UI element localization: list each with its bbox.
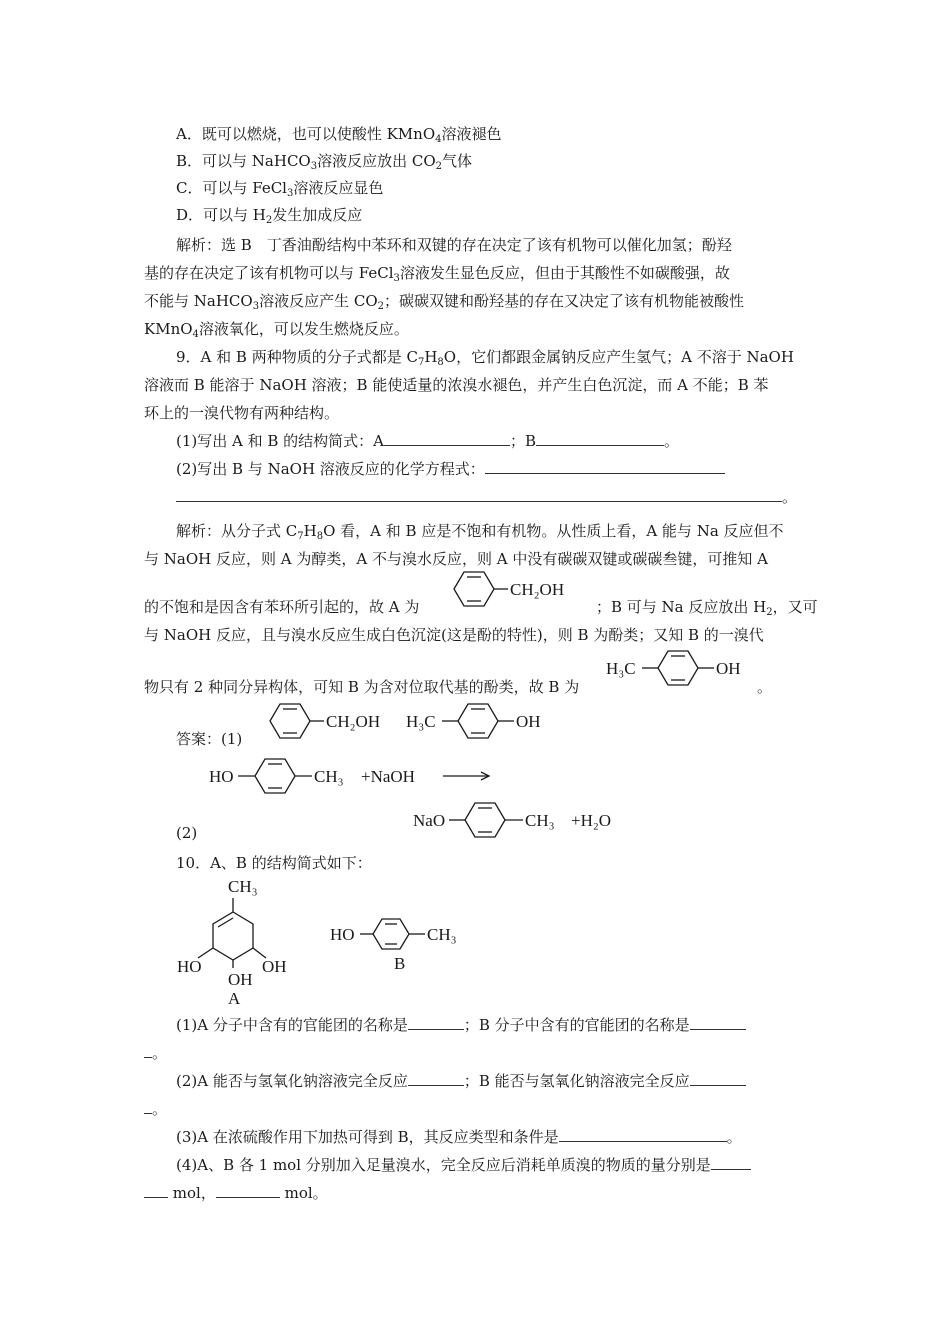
answer-blank-9a[interactable] xyxy=(384,431,510,446)
explanation-9-line5a: 物只有 2 种同分异构体，可知 B 为含对位取代基的酚类，故 B 为 xyxy=(144,678,580,696)
structure-label-a: A xyxy=(228,989,241,1008)
option-d: D．可以与 $H_2$发生加成反应 xyxy=(176,206,363,226)
explanation-9-line3a: 的不饱和是因含有苯环所引起的，故 A 为 xyxy=(144,598,420,616)
ho-label: HO xyxy=(330,925,355,944)
ch3-label: CH₃ xyxy=(314,767,344,786)
explanation-8-line3: 不能与 NaHCO$_3$溶液反应产生 $CO_2$；碳碳双键和酚羟基的存在又决定了该有机物能被酸性 xyxy=(144,292,745,312)
question-10-part4-cont: mol， mol。 xyxy=(144,1182,328,1204)
question-10-part2-cont: 。 xyxy=(144,1098,167,1120)
ho-label: HO xyxy=(177,957,202,976)
nao-label: NaO xyxy=(413,811,446,830)
ch3-label: CH₃ xyxy=(427,925,457,944)
answer-blank-10-1b[interactable] xyxy=(690,1015,746,1030)
oh-label: OH xyxy=(228,970,253,989)
question-10-part1: (1)A 分子中含有的官能团的名称是 ；B 分子中含有的官能团的名称是 xyxy=(176,1014,746,1036)
oh-label: OH xyxy=(262,957,287,976)
ho-label: HO xyxy=(209,767,234,786)
question-10-part2: (2)A 能否与氢氧化钠溶液完全反应 ；B 能否与氢氧化钠溶液完全反应 xyxy=(176,1070,746,1092)
structure-b-cresol xyxy=(330,908,480,978)
answer-structure-b xyxy=(406,699,556,745)
explanation-8-line1: 解析：选 B 丁香油酚结构中苯环和双键的存在决定了该有机物可以催化加氢；酚羟 xyxy=(176,236,732,254)
answer-blank-10-3[interactable] xyxy=(559,1127,727,1142)
answer-label-1: 答案：(1) xyxy=(176,730,243,748)
oh-label: OH xyxy=(516,712,541,731)
question-9-line3: 环上的一溴代物有两种结构。 xyxy=(144,404,340,422)
explanation-8-line4: KMnO$_4$溶液氧化，可以发生燃烧反应。 xyxy=(144,320,409,340)
explanation-8-line2: 基的存在决定了该有机物可以与 FeCl$_3$溶液发生显色反应，但由于其酸性不如碳酸强，故 xyxy=(144,264,730,284)
question-9-part1: (1)写出 A 和 B 的结构简式：A ；B 。 xyxy=(176,432,680,450)
answer-blank-9c[interactable] xyxy=(485,459,725,474)
question-10-part4: (4)A、B 各 1 mol 分别加入足量溴水，完全反应后消耗单质溴的物质的量分别是 xyxy=(176,1154,751,1176)
answer-blank-10-4a-cont[interactable] xyxy=(144,1183,168,1198)
question-9-line1: 9．A 和 B 两种物质的分子式都是 $C_7H_8O$，它们都跟金属钠反应产生氢气；A 不溶于 NaOH xyxy=(176,348,794,368)
answer-blank-10-4a[interactable] xyxy=(711,1155,751,1170)
answer-blank-9d[interactable] xyxy=(176,487,782,502)
answer-blank-10-2b[interactable] xyxy=(690,1071,746,1086)
answer-structure-a xyxy=(262,699,402,743)
explanation-9-line4: 与 NaOH 反应，且与溴水反应生成白色沉淀(这是酚的特性)，则 B 为酚类；又知 B 的一溴代 xyxy=(144,626,764,644)
answer-blank-10-4b[interactable] xyxy=(216,1183,280,1198)
h3c-label: H₃C xyxy=(406,712,436,731)
option-c: C．可以与 FeCl$_3$溶液反应显色 xyxy=(176,179,384,199)
structure-label-b: B xyxy=(394,954,406,973)
water-product: +H₂O xyxy=(571,811,612,830)
answer-label-2: (2) xyxy=(176,824,198,842)
oh-label: OH xyxy=(716,659,741,678)
ch3-label: CH₃ xyxy=(525,811,555,830)
explanation-9-line2: 与 NaOH 反应，则 A 为醇类，A 不与溴水反应，则 A 中没有碳碳双键或碳碳叁键，可推知 A xyxy=(144,550,768,568)
ch2oh-label: CH₂OH xyxy=(510,580,565,599)
naoh-reagent: +NaOH xyxy=(361,767,415,786)
structure-a-cyclohexene xyxy=(172,872,312,1012)
option-b: B．可以与 NaHCO$_3$溶液反应放出 $CO_2$气体 xyxy=(176,152,473,172)
explanation-9-line1: 解析：从分子式 $C_7H_8O$ 看，A 和 B 应是不饱和有机物。从性质上看，A 能与 Na 反应但不 xyxy=(176,522,784,542)
reaction-products xyxy=(413,797,643,843)
ch2oh-label: CH₂OH xyxy=(326,712,381,731)
question-9-part2: (2)写出 B 与 NaOH 溶液反应的化学方程式： xyxy=(176,458,725,480)
answer-blank-10-1b-cont[interactable] xyxy=(144,1043,152,1058)
answer-blank-9b[interactable] xyxy=(536,431,664,446)
option-a: A．既可以燃烧，也可以使酸性 KMnO$_4$溶液褪色 xyxy=(176,125,502,145)
question-10-part1-cont: 。 xyxy=(144,1042,167,1064)
answer-blank-10-2b-cont[interactable] xyxy=(144,1099,152,1114)
reaction-reactants xyxy=(209,753,499,799)
p-cresol-structure-inline xyxy=(606,646,756,692)
h3c-label: H₃C xyxy=(606,659,636,678)
answer-blank-10-2a[interactable] xyxy=(408,1071,464,1086)
question-10-part3: (3)A 在浓硫酸作用下加热可得到 B，其反应类型和条件是 。 xyxy=(176,1128,742,1146)
benzyl-alcohol-structure-inline xyxy=(446,567,586,611)
answer-blank-10-1a[interactable] xyxy=(408,1015,464,1030)
ch3-label: CH₃ xyxy=(228,877,258,896)
question-10-intro: 10．A、B 的结构简式如下： xyxy=(176,854,372,872)
explanation-9-line3b: ；B 可与 Na 反应放出 $H_2$，又可 xyxy=(596,598,818,618)
question-9-part2-cont: 。 xyxy=(176,486,797,508)
question-9-line2: 溶液而 B 能溶于 NaOH 溶液；B 能使适量的浓溴水褪色，并产生白色沉淀，而 A 不能；B 苯 xyxy=(144,376,769,394)
explanation-9-line5b: 。 xyxy=(757,678,773,696)
